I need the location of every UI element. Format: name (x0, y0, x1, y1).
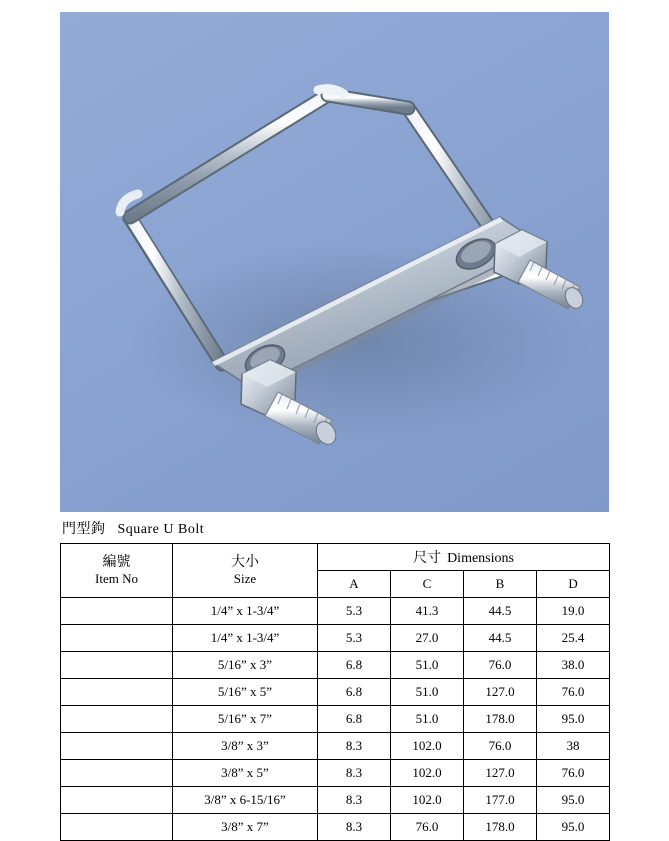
cell-size: 5/16” x 7” (173, 706, 318, 733)
cell-d: 76.0 (537, 679, 610, 706)
table-row (61, 598, 610, 625)
header-col-b: B (464, 571, 537, 598)
header-dimensions-chinese: 尺寸 (413, 550, 442, 566)
figure-caption (62, 518, 204, 538)
header-col-a: A (318, 571, 391, 598)
cell-a: 8.3 (318, 733, 391, 760)
cell-item-no (61, 733, 173, 760)
header-dimensions-english: Dimensions (447, 551, 514, 566)
cell-a: 6.8 (318, 706, 391, 733)
header-item-no-english: Item No (95, 571, 138, 587)
table-row (61, 733, 610, 760)
cell-c: 102.0 (391, 787, 464, 814)
cell-size: 3/8” x 6-15/16” (173, 787, 318, 814)
cell-b: 127.0 (464, 679, 537, 706)
cell-a: 5.3 (318, 598, 391, 625)
cell-d: 76.0 (537, 760, 610, 787)
table-row (61, 760, 610, 787)
cell-item-no (61, 760, 173, 787)
cell-b: 44.5 (464, 598, 537, 625)
cell-d: 95.0 (537, 787, 610, 814)
cell-b: 76.0 (464, 733, 537, 760)
table-row (61, 787, 610, 814)
cell-b: 76.0 (464, 652, 537, 679)
cell-d: 19.0 (537, 598, 610, 625)
cell-b: 127.0 (464, 760, 537, 787)
cell-c: 51.0 (391, 706, 464, 733)
cell-item-no (61, 652, 173, 679)
cell-d: 95.0 (537, 706, 610, 733)
header-dimensions (318, 544, 610, 571)
header-col-d: D (537, 571, 610, 598)
table-header-row-1 (61, 544, 610, 571)
header-item-no (61, 544, 173, 598)
cell-b: 177.0 (464, 787, 537, 814)
caption-chinese: 門型鉤 (62, 521, 106, 537)
square-u-bolt-illustration (60, 12, 609, 512)
cell-d: 95.0 (537, 814, 610, 841)
cell-c: 51.0 (391, 679, 464, 706)
cell-size: 3/8” x 3” (173, 733, 318, 760)
table-row (61, 625, 610, 652)
cell-d: 38.0 (537, 652, 610, 679)
cell-c: 102.0 (391, 733, 464, 760)
cell-size: 5/16” x 5” (173, 679, 318, 706)
cell-item-no (61, 598, 173, 625)
cell-a: 6.8 (318, 679, 391, 706)
cell-item-no (61, 814, 173, 841)
cell-d: 38 (537, 733, 610, 760)
table-row (61, 814, 610, 841)
cell-size: 3/8” x 5” (173, 760, 318, 787)
cell-c: 51.0 (391, 652, 464, 679)
cell-b: 178.0 (464, 706, 537, 733)
cell-a: 8.3 (318, 787, 391, 814)
cell-item-no (61, 787, 173, 814)
cell-a: 6.8 (318, 652, 391, 679)
header-size (173, 544, 318, 598)
cell-item-no (61, 679, 173, 706)
cell-a: 5.3 (318, 625, 391, 652)
cell-item-no (61, 625, 173, 652)
cell-size: 5/16” x 3” (173, 652, 318, 679)
cell-c: 27.0 (391, 625, 464, 652)
cell-a: 8.3 (318, 814, 391, 841)
cell-d: 25.4 (537, 625, 610, 652)
cell-c: 41.3 (391, 598, 464, 625)
header-size-chinese: 大小 (231, 553, 259, 570)
cell-size: 1/4” x 1-3/4” (173, 625, 318, 652)
table-row (61, 679, 610, 706)
cell-c: 76.0 (391, 814, 464, 841)
table-row (61, 706, 610, 733)
header-item-no-chinese: 編號 (102, 553, 131, 570)
header-size-english: Size (233, 571, 257, 587)
cell-b: 44.5 (464, 625, 537, 652)
product-photo (60, 12, 609, 512)
cell-a: 8.3 (318, 760, 391, 787)
table-row (61, 652, 610, 679)
cell-c: 102.0 (391, 760, 464, 787)
cell-size: 3/8” x 7” (173, 814, 318, 841)
cell-size: 1/4” x 1-3/4” (173, 598, 318, 625)
cell-item-no (61, 706, 173, 733)
cell-b: 178.0 (464, 814, 537, 841)
caption-english: Square U Bolt (117, 522, 205, 537)
specification-table (60, 543, 610, 841)
header-col-c: C (391, 571, 464, 598)
